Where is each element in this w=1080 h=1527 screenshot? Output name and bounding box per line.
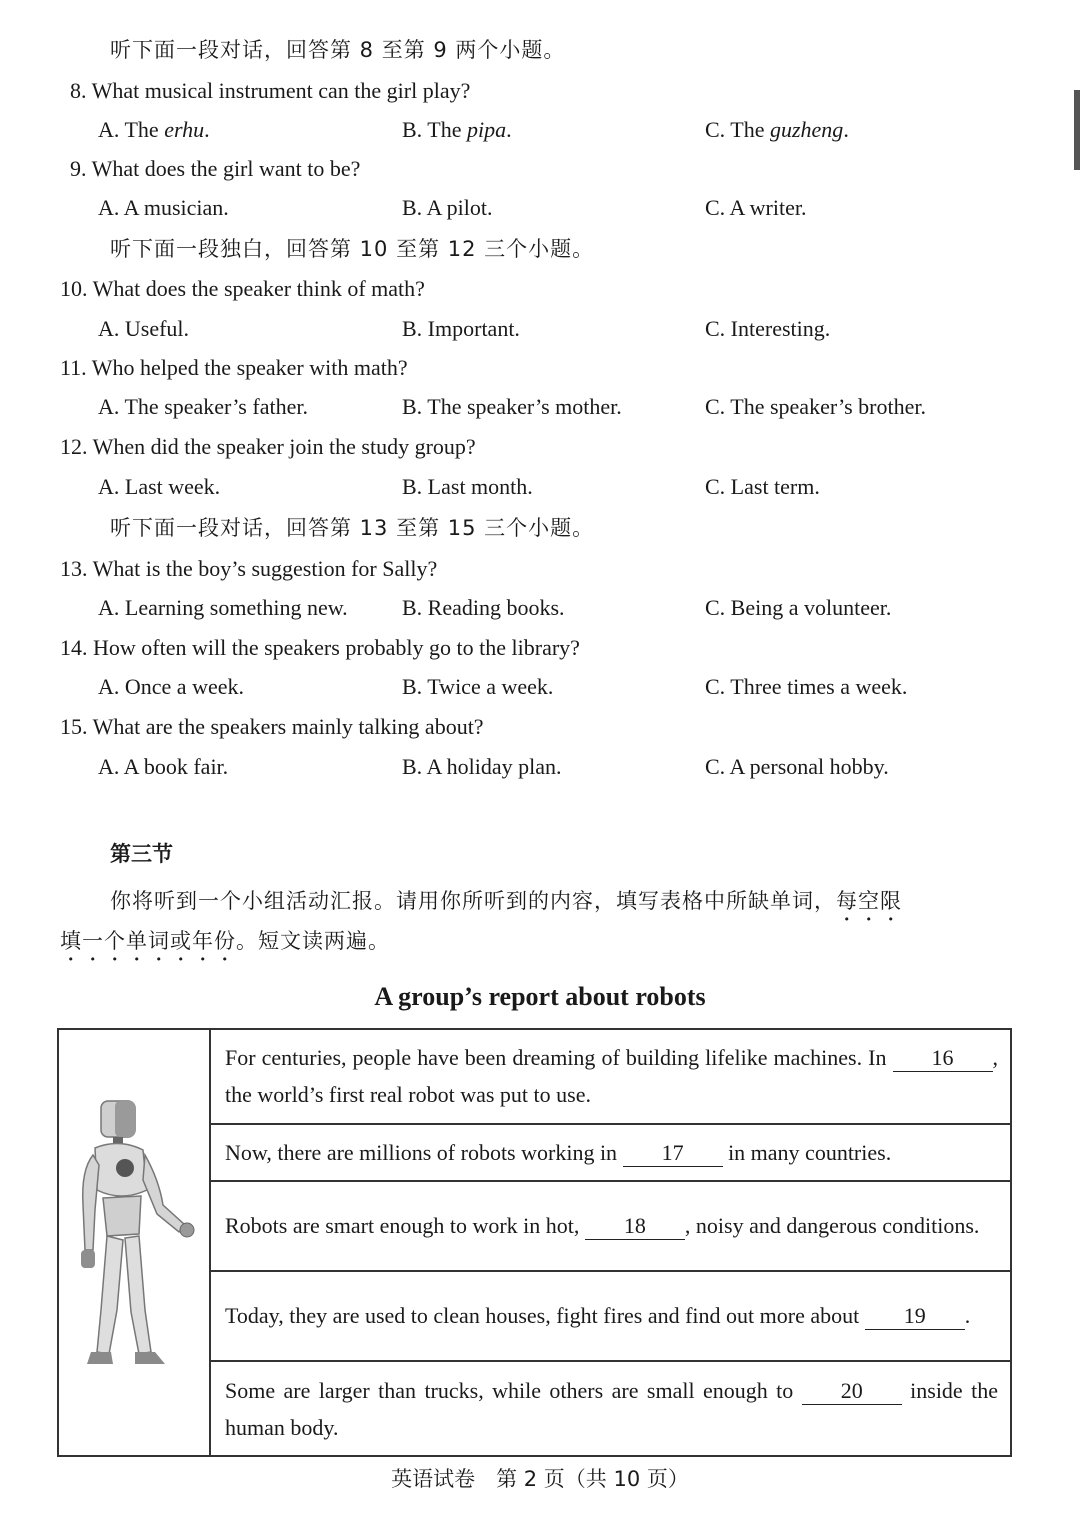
question-8-option-c: C. The guzheng. bbox=[705, 117, 849, 142]
question-12-option-a: A. Last week. bbox=[98, 474, 221, 499]
question-15-option-c: C. A personal hobby. bbox=[705, 754, 889, 779]
blank-19[interactable]: 19 bbox=[865, 1303, 965, 1330]
instruction-dialog-1: 听下面一段对话，回答第 8 至第 9 两个小题。 bbox=[110, 38, 566, 62]
report-row-16: For centuries, people have been dreaming of building lifelike machines. In 16 , the world’s first real robot was put to use. bbox=[210, 1029, 1011, 1124]
question-9-stem: 9. What does the girl want to be? bbox=[70, 156, 361, 181]
question-12-stem: 12. When did the speaker join the study group? bbox=[60, 434, 476, 459]
question-8-stem: 8. What musical instrument can the girl play? bbox=[70, 78, 471, 103]
question-11-option-a: A. The speaker’s father. bbox=[98, 394, 308, 419]
question-10-option-a: A. Useful. bbox=[98, 316, 190, 341]
question-14-option-b: B. Twice a week. bbox=[402, 674, 554, 699]
question-8-option-a: A. The erhu. bbox=[98, 117, 210, 142]
question-10-stem: 10. What does the speaker think of math? bbox=[60, 276, 425, 301]
question-8-option-b: B. The pipa. bbox=[402, 117, 512, 142]
question-11-option-b: B. The speaker’s mother. bbox=[402, 394, 622, 419]
question-11-stem: 11. Who helped the speaker with math? bbox=[60, 355, 408, 380]
question-14-option-a: A. Once a week. bbox=[98, 674, 244, 699]
report-row-18: Robots are smart enough to work in hot, 18 , noisy and dangerous conditions. bbox=[210, 1181, 1011, 1271]
question-15-stem: 15. What are the speakers mainly talking about? bbox=[60, 714, 484, 739]
report-row-17: Now, there are millions of robots working in 17 in many countries. bbox=[210, 1124, 1011, 1181]
blank-18[interactable]: 18 bbox=[585, 1213, 685, 1240]
question-15-option-a: A. A book fair. bbox=[98, 754, 229, 779]
question-13-stem: 13. What is the boy’s suggestion for Sally? bbox=[60, 556, 438, 581]
question-11-option-c: C. The speaker’s brother. bbox=[705, 394, 926, 419]
blank-16[interactable]: 16 bbox=[893, 1045, 993, 1072]
instruction-monologue: 听下面一段独白，回答第 10 至第 12 三个小题。 bbox=[110, 237, 595, 261]
question-9-option-b: B. A pilot. bbox=[402, 195, 493, 220]
question-12-option-c: C. Last term. bbox=[705, 474, 820, 499]
question-9-option-a: A. A musician. bbox=[98, 195, 229, 220]
section-3-description-line-2: 填一个单词或年份。短文读两遍。 bbox=[60, 929, 390, 953]
question-13-option-b: B. Reading books. bbox=[402, 595, 565, 620]
scan-edge bbox=[1074, 90, 1080, 170]
section-3-description-line-1: 你将听到一个小组活动汇报。请用你所听到的内容，填写表格中所缺单词，每空限 bbox=[110, 889, 902, 913]
question-12-option-b: B. Last month. bbox=[402, 474, 533, 499]
section-3-heading: 第三节 bbox=[110, 842, 173, 866]
question-10-option-b: B. Important. bbox=[402, 316, 520, 341]
robot-illustration-cell bbox=[58, 1029, 210, 1456]
blank-20[interactable]: 20 bbox=[802, 1378, 902, 1405]
question-15-option-b: B. A holiday plan. bbox=[402, 754, 562, 779]
report-row-19: Today, they are used to clean houses, fight fires and find out more about 19 . bbox=[210, 1271, 1011, 1362]
blank-17[interactable]: 17 bbox=[623, 1140, 723, 1167]
report-table bbox=[57, 1028, 1012, 1457]
question-14-option-c: C. Three times a week. bbox=[705, 674, 908, 699]
report-row-20: Some are larger than trucks, while others are small enough to 20 inside the human body. bbox=[210, 1361, 1011, 1456]
report-title: A group’s report about robots bbox=[374, 982, 706, 1011]
page-footer: 英语试卷 第 2 页（共 10 页） bbox=[391, 1467, 689, 1491]
question-13-option-a: A. Learning something new. bbox=[98, 595, 348, 620]
question-14-stem: 14. How often will the speakers probably go to the library? bbox=[60, 635, 580, 660]
question-10-option-c: C. Interesting. bbox=[705, 316, 831, 341]
robot-illustration bbox=[59, 1030, 207, 1444]
instruction-dialog-2: 听下面一段对话，回答第 13 至第 15 三个小题。 bbox=[110, 516, 595, 540]
question-9-option-c: C. A writer. bbox=[705, 195, 807, 220]
question-13-option-c: C. Being a volunteer. bbox=[705, 595, 892, 620]
